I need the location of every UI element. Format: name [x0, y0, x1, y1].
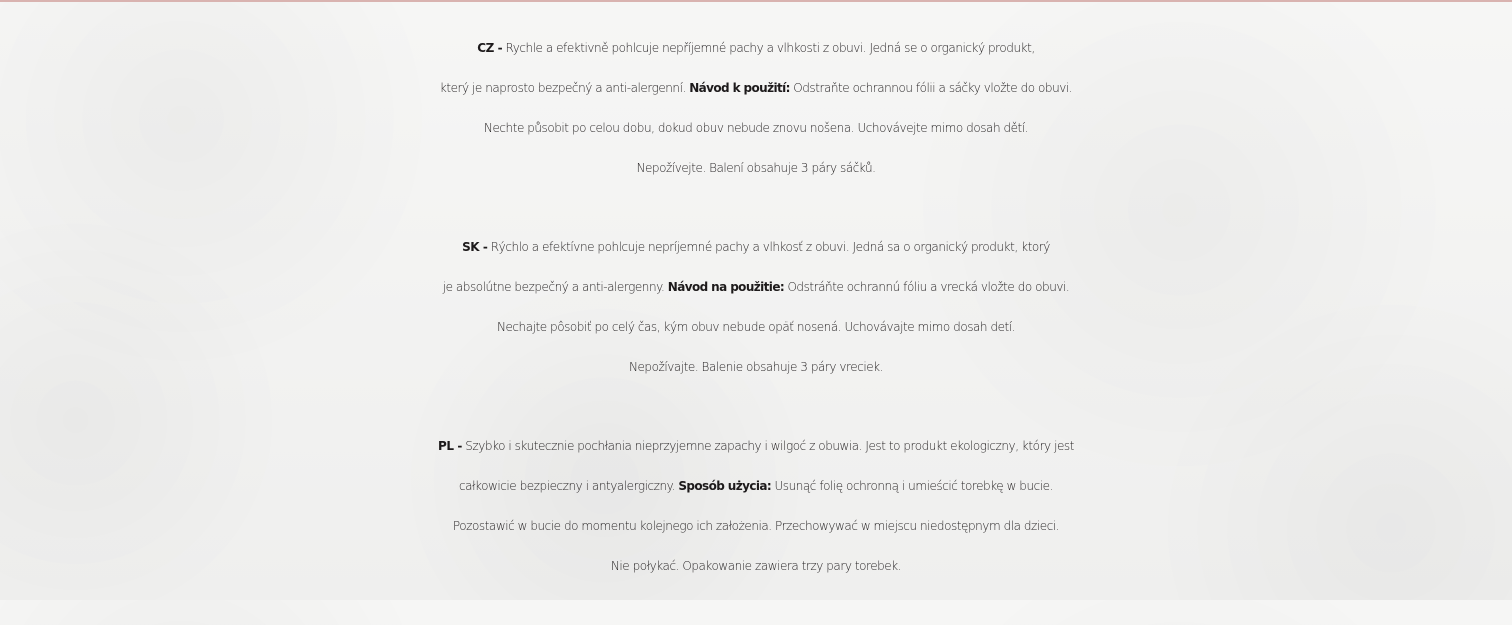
instructions-heading-sk: Návod na použitie:: [667, 280, 785, 294]
section-pl: [0, 426, 1512, 586]
section-cz-line-3: Nechte působit po celou dobu, dokud obuv nebude znovu nošena. Uchovávejte mimo dosah dětí.: [483, 121, 1029, 135]
multilingual-instructions: [0, 28, 1512, 625]
instructions-cz: Odstraňte ochrannou fólii a sáčky vložte do obuvi.: [793, 81, 1073, 95]
instructions-heading-pl: Sposób użycia:: [678, 479, 772, 493]
safety-note-sk: je absolútne bezpečný a anti-alergenny.: [442, 280, 665, 294]
section-pl-line-4: Nie połykać. Opakowanie zawiera trzy pary torebek.: [610, 559, 902, 573]
description-cz: Rychle a efektivně pohlcuje nepříjemné pachy a vlhkosti z obuvi. Jedná se o organický produkt,: [505, 41, 1035, 55]
section-cz-line-1: [0, 28, 1512, 68]
instructions-sk: Odstráňte ochrannú fóliu a vrecká vložte do obuvi.: [787, 280, 1070, 294]
language-code-cz: CZ -: [477, 41, 503, 55]
section-sk-line-3: Nechajte pôsobiť po celý čas, kým obuv nebude opäť nosená. Uchovávajte mimo dosah detí.: [496, 320, 1016, 334]
language-code-sk: SK -: [462, 240, 488, 254]
top-rule: [0, 0, 1512, 2]
section-sk-line-2: [0, 267, 1512, 307]
language-code-pl: PL -: [438, 439, 462, 453]
safety-note-pl: całkowicie bezpieczny i antyalergiczny.: [459, 479, 675, 493]
section-cz-line-2: [0, 68, 1512, 108]
section-pl-line-3: Pozostawić w bucie do momentu kolejnego ich założenia. Przechowywać w miejscu niedostępnym dla dzieci.: [452, 519, 1060, 533]
section-sk: [0, 227, 1512, 387]
instructions-heading-cz: Návod k použití:: [689, 81, 790, 95]
section-cz-line-4: Nepožívejte. Balení obsahuje 3 páry sáčků.: [636, 161, 876, 175]
section-pl-line-2: [0, 466, 1512, 506]
description-sk: Rýchlo a efektívne pohlcuje nepríjemné pachy a vlhkosť z obuvi. Jedná sa o organický produkt, ktorý: [490, 240, 1050, 254]
section-sk-line-1: [0, 227, 1512, 267]
section-pl-line-1: [0, 426, 1512, 466]
description-pl: Szybko i skutecznie pochłania nieprzyjemne zapachy i wilgoć z obuwia. Jest to produkt ekologiczny, który jest: [465, 439, 1074, 453]
safety-note-cz: který je naprosto bezpečný a anti-alergenní.: [439, 81, 686, 95]
section-cz: [0, 28, 1512, 188]
section-sk-line-4: Nepožívajte. Balenie obsahuje 3 páry vreciek.: [628, 360, 884, 374]
instructions-pl: Usunąć folię ochronną i umieścić torebkę w bucie.: [774, 479, 1053, 493]
